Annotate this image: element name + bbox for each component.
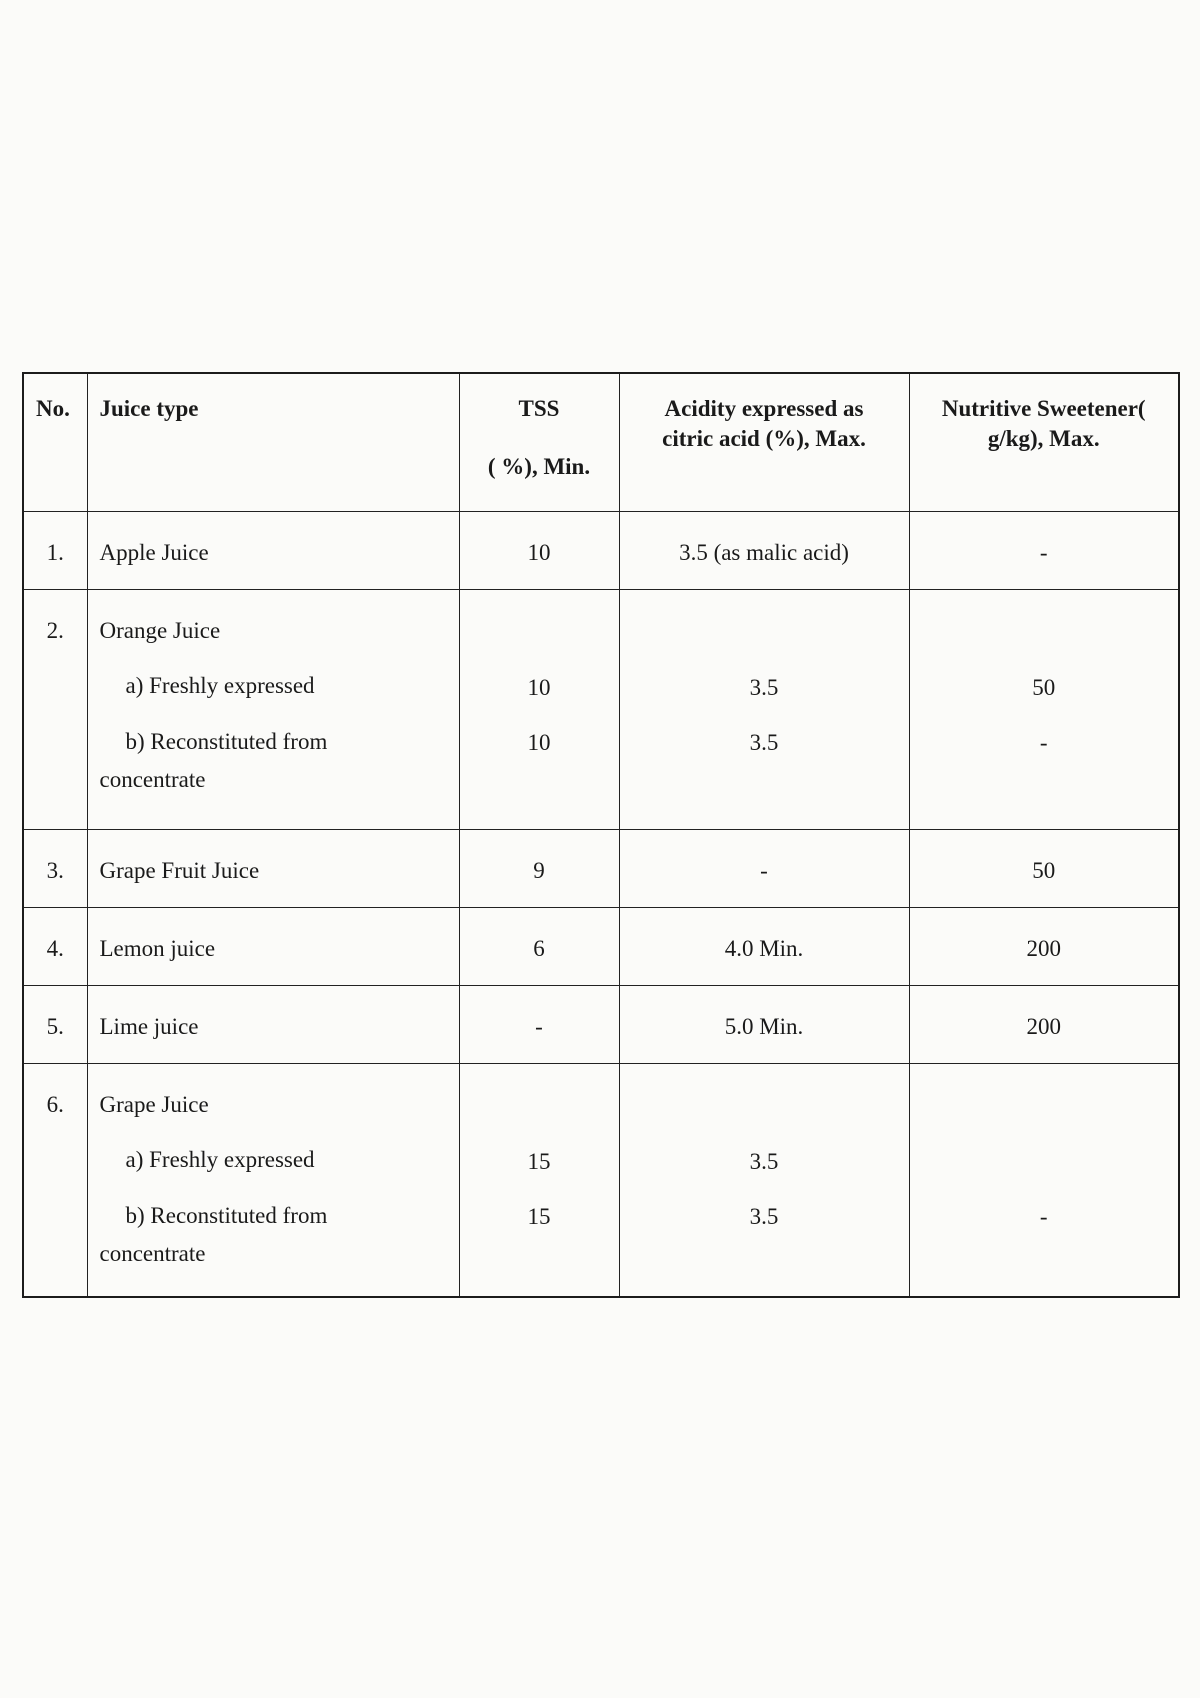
sub-type-label: a) Freshly expressed bbox=[125, 673, 315, 699]
row-number: 4. bbox=[23, 907, 87, 985]
row-number: 3. bbox=[23, 829, 87, 907]
sub-type-label: a) Freshly expressed bbox=[125, 1147, 315, 1173]
acidity-value: 4.0 Min. bbox=[619, 907, 909, 985]
tss-value: - bbox=[459, 985, 619, 1063]
row-number: 5. bbox=[23, 985, 87, 1063]
sweetener-value: - bbox=[1039, 730, 1048, 756]
juice-type: Apple Juice bbox=[87, 511, 459, 589]
acidity-cell bbox=[619, 1063, 909, 1297]
header-sweetener-line2: g/kg), Max. bbox=[987, 425, 1100, 451]
acidity-value: 3.5 bbox=[749, 1204, 779, 1230]
juice-standards-table-container bbox=[22, 372, 1178, 1298]
table-row bbox=[23, 511, 1179, 589]
tss-value: 10 bbox=[527, 674, 551, 700]
acidity-value: 3.5 bbox=[749, 1148, 779, 1174]
table-row bbox=[23, 1063, 1179, 1297]
tss-cell bbox=[459, 1063, 619, 1297]
header-acidity-line2: citric acid (%), Max. bbox=[662, 425, 866, 451]
table-row bbox=[23, 985, 1179, 1063]
sweetener-value bbox=[910, 1147, 1179, 1177]
juice-type: Lime juice bbox=[87, 985, 459, 1063]
juice-type: Lemon juice bbox=[87, 907, 459, 985]
table-row bbox=[23, 589, 1179, 829]
sub-type-label-continued: concentrate bbox=[99, 1241, 206, 1267]
header-row bbox=[23, 373, 1179, 511]
sweetener-value: 50 bbox=[1032, 674, 1056, 700]
sweetener-value: 200 bbox=[909, 985, 1179, 1063]
sweetener-value: - bbox=[1039, 1204, 1048, 1230]
table-row bbox=[23, 907, 1179, 985]
header-no: No. bbox=[23, 373, 87, 511]
juice-type: Orange Juice bbox=[99, 617, 221, 643]
header-acidity bbox=[619, 373, 909, 511]
juice-type: Grape Fruit Juice bbox=[87, 829, 459, 907]
header-acidity-line1: Acidity expressed as bbox=[664, 396, 864, 421]
row-number: 1. bbox=[23, 511, 87, 589]
tss-value: 6 bbox=[459, 907, 619, 985]
acidity-value: 5.0 Min. bbox=[619, 985, 909, 1063]
sweetener-cell bbox=[909, 589, 1179, 829]
header-tss-line2: ( %), Min. bbox=[487, 453, 591, 479]
juice-type: Grape Juice bbox=[99, 1091, 209, 1117]
acidity-cell bbox=[619, 589, 909, 829]
juice-type-cell bbox=[87, 1063, 459, 1297]
tss-cell bbox=[459, 589, 619, 829]
sweetener-value: 50 bbox=[909, 829, 1179, 907]
tss-value: 10 bbox=[459, 511, 619, 589]
juice-standards-table bbox=[22, 372, 1180, 1298]
sweetener-cell bbox=[909, 1063, 1179, 1297]
header-tss-line1: TSS bbox=[518, 396, 560, 421]
acidity-value: 3.5 bbox=[749, 730, 779, 756]
acidity-value: 3.5 (as malic acid) bbox=[619, 511, 909, 589]
tss-value: 9 bbox=[459, 829, 619, 907]
row-number: 6. bbox=[23, 1063, 87, 1297]
tss-value: 15 bbox=[527, 1204, 551, 1230]
tss-value: 15 bbox=[527, 1148, 551, 1174]
header-sweetener bbox=[909, 373, 1179, 511]
sub-type-label: b) Reconstituted from bbox=[125, 1203, 328, 1229]
juice-type-cell bbox=[87, 589, 459, 829]
header-sweetener-line1: Nutritive Sweetener( bbox=[941, 396, 1146, 421]
sweetener-value: 200 bbox=[909, 907, 1179, 985]
header-tss bbox=[459, 373, 619, 511]
sweetener-value: - bbox=[909, 511, 1179, 589]
sub-type-label-continued: concentrate bbox=[99, 767, 206, 793]
row-number: 2. bbox=[23, 589, 87, 829]
header-juice-type: Juice type bbox=[87, 373, 459, 511]
sub-type-label: b) Reconstituted from bbox=[125, 729, 328, 755]
tss-value: 10 bbox=[527, 730, 551, 756]
acidity-value: - bbox=[619, 829, 909, 907]
table-row bbox=[23, 829, 1179, 907]
acidity-value: 3.5 bbox=[749, 674, 779, 700]
